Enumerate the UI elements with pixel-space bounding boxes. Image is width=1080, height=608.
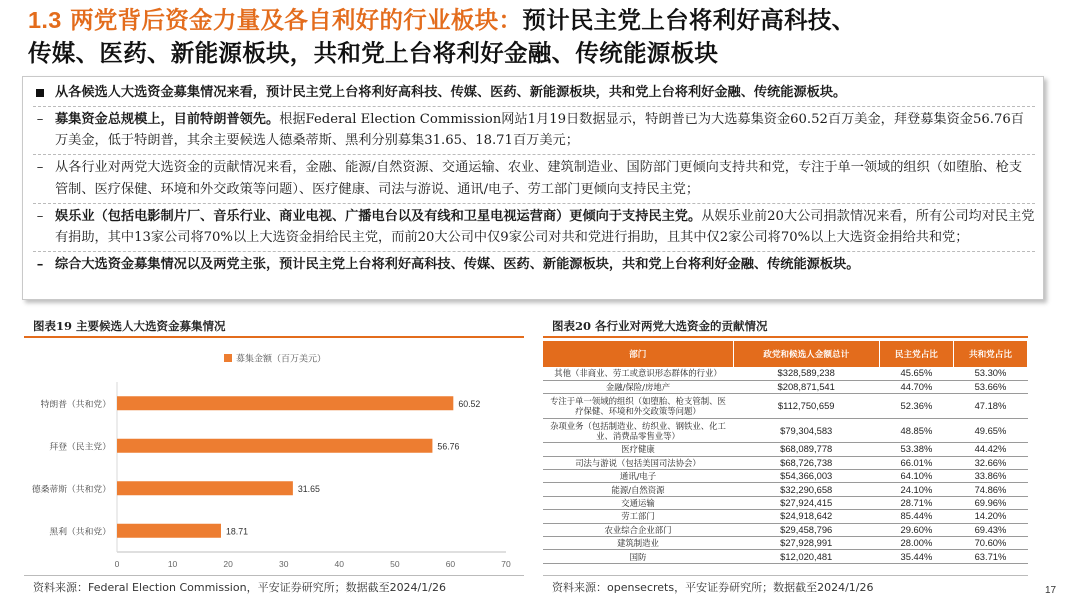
table-header-row xyxy=(543,341,1028,367)
title-accent: 两党背后资金力量及各自利好的行业板块： xyxy=(70,6,523,34)
cell-rep-share: 74.86% xyxy=(953,483,1027,496)
bar xyxy=(117,481,293,495)
cell-sector: 医疗健康 xyxy=(543,443,733,456)
cell-sector: 交通运输 xyxy=(543,496,733,509)
summary-bullet-2 xyxy=(33,157,1035,200)
cell-sector: 劳工部门 xyxy=(543,510,733,523)
cell-rep-share: 14.20% xyxy=(953,510,1027,523)
cell-total: $208,871,541 xyxy=(733,380,879,393)
table-row xyxy=(543,470,1028,483)
page-title xyxy=(28,4,1058,70)
table-row xyxy=(543,456,1028,469)
cell-dem-share: 48.85% xyxy=(879,418,953,443)
table20-source-divider xyxy=(543,575,1028,576)
cell-total: $68,089,778 xyxy=(733,443,879,456)
table-row xyxy=(543,380,1028,393)
table-body xyxy=(543,367,1028,563)
table-row xyxy=(543,510,1028,523)
dash-bullet-icon: – xyxy=(36,256,44,272)
data-label: 31.65 xyxy=(297,483,320,494)
page-number: 17 xyxy=(1045,585,1057,596)
x-tick-label: 70 xyxy=(501,559,511,569)
summary-bullet-0-text: 从各候选人大选资金募集情况来看，预计民主党上台将利好高科技、传媒、医药、新能源板块，共和党上台将利好金融、传统能源板块。 xyxy=(55,85,847,100)
summary-bullet-2-text: 从各行业对两党大选资金的贡献情况来看，金融、能源/自然资源、交通运输、农业、建筑制造业、国防部门更倾向支持共和党，专注于单一领域的组织（如堕胎、枪支管制、医疗保健、环境和外交政策等问题）、医疗健康、司法与游说、通讯/电子、劳工部门更倾向支持民主党； xyxy=(55,160,1023,197)
cell-rep-share: 63.71% xyxy=(953,550,1027,563)
cell-dem-share: 28.71% xyxy=(879,496,953,509)
cell-sector: 司法与游说（包括美国司法协会） xyxy=(543,456,733,469)
table-row xyxy=(543,496,1028,509)
summary-bullet-3 xyxy=(33,206,1035,249)
summary-bullet-4 xyxy=(33,254,1035,276)
summary-bullet-1-bold: 募集资金总规模上，目前特朗普领先。 xyxy=(55,111,280,127)
summary-bullet-3-bold: 娱乐业（包括电影制片厂、音乐行业、商业电视、广播电台以及有线和卫星电视运营商）更倾向于支持民主党。 xyxy=(55,208,702,224)
funding-bar-chart xyxy=(24,342,524,574)
title-line-2: 传媒、医药、新能源板块，共和党上台将利好金融、传统能源板块 xyxy=(28,39,719,67)
cell-rep-share: 70.60% xyxy=(953,537,1027,550)
chart19-source: 资料来源：Federal Election Commission，平安证券研究所；数据截至2024/1/26 xyxy=(33,581,446,594)
cell-rep-share: 49.65% xyxy=(953,418,1027,443)
cell-dem-share: 28.00% xyxy=(879,537,953,550)
title-rest: 预计民主党上台将利好高科技、 xyxy=(522,6,856,34)
data-label: 56.76 xyxy=(437,441,460,452)
cell-total: $112,750,659 xyxy=(733,394,879,419)
cell-dem-share: 52.36% xyxy=(879,394,953,419)
cell-rep-share: 44.42% xyxy=(953,443,1027,456)
table-row xyxy=(543,418,1028,443)
cell-total: $12,020,481 xyxy=(733,550,879,563)
section-number: 1.3 xyxy=(28,7,62,33)
table-row xyxy=(543,523,1028,536)
divider xyxy=(33,203,1035,204)
cell-rep-share: 33.86% xyxy=(953,470,1027,483)
table-row xyxy=(543,443,1028,456)
header-sector: 部门 xyxy=(543,341,733,367)
cell-sector: 能源/自然资源 xyxy=(543,483,733,496)
cell-total: $24,918,642 xyxy=(733,510,879,523)
cell-dem-share: 45.65% xyxy=(879,367,953,380)
bar xyxy=(117,396,453,410)
chart19-source-divider xyxy=(24,575,524,576)
cell-sector: 建筑制造业 xyxy=(543,537,733,550)
summary-bullet-1 xyxy=(33,109,1035,152)
cell-dem-share: 64.10% xyxy=(879,470,953,483)
x-tick-label: 50 xyxy=(390,559,400,569)
header-total: 政党和候选人金额总计 xyxy=(733,341,879,367)
divider xyxy=(33,106,1035,107)
legend-swatch xyxy=(224,354,232,362)
summary-box xyxy=(22,76,1044,300)
cell-total: $68,726,738 xyxy=(733,456,879,469)
cell-rep-share: 69.96% xyxy=(953,496,1027,509)
cell-dem-share: 24.10% xyxy=(879,483,953,496)
cell-dem-share: 85.44% xyxy=(879,510,953,523)
dash-bullet-icon: – xyxy=(36,208,44,224)
table-row xyxy=(543,550,1028,563)
divider xyxy=(33,251,1035,252)
cell-sector: 杂项业务（包括制造业、纺织业、钢铁业、化工业、消费品零售业等） xyxy=(543,418,733,443)
category-label: 黑利（共和党） xyxy=(49,527,111,538)
cell-total: $54,366,003 xyxy=(733,470,879,483)
cell-sector: 农业综合企业部门 xyxy=(543,523,733,536)
category-label: 拜登（民主党） xyxy=(49,442,111,453)
cell-dem-share: 66.01% xyxy=(879,456,953,469)
table-row xyxy=(543,367,1028,380)
cell-sector: 金融/保险/房地产 xyxy=(543,380,733,393)
category-label: 特朗普（共和党） xyxy=(40,399,111,410)
bar xyxy=(117,524,221,538)
data-label: 60.52 xyxy=(458,398,481,409)
cell-dem-share: 35.44% xyxy=(879,550,953,563)
table-row xyxy=(543,537,1028,550)
category-label: 德桑蒂斯（共和党） xyxy=(31,484,111,495)
cell-dem-share: 44.70% xyxy=(879,380,953,393)
square-bullet-icon xyxy=(33,82,47,105)
x-tick-label: 20 xyxy=(223,559,233,569)
table-row xyxy=(543,483,1028,496)
cell-sector: 专注于单一领域的组织（如堕胎、枪支管制、医疗保健、环境和外交政策等问题） xyxy=(543,394,733,419)
cell-rep-share: 32.66% xyxy=(953,456,1027,469)
dash-bullet-icon: – xyxy=(36,160,44,176)
cell-dem-share: 53.38% xyxy=(879,443,953,456)
x-tick-label: 0 xyxy=(114,559,120,569)
industry-contribution-table xyxy=(543,341,1028,564)
legend-label: 募集金额（百万美元） xyxy=(236,354,327,365)
cell-rep-share: 53.30% xyxy=(953,367,1027,380)
cell-total: $79,304,583 xyxy=(733,418,879,443)
cell-sector: 其他（非商业、劳工或意识形态群体的行业） xyxy=(543,367,733,380)
cell-sector: 国防 xyxy=(543,550,733,563)
cell-total: $27,928,991 xyxy=(733,537,879,550)
x-tick-label: 40 xyxy=(334,559,345,569)
summary-bullet-1-text: 根据Federal Election Commission网站1月19日数据显示，特朗普已为大选募集资金60.52百万美金，拜登募集资金56.76百万美金，低于特朗普，其余主要候选人德桑蒂斯、黑利分别募集31.65、18.71百万美元； xyxy=(55,111,1024,149)
header-rep-share: 共和党占比 xyxy=(953,341,1027,367)
table20-underline xyxy=(543,336,1028,338)
table20-label: 图表20 各行业对两党大选资金的贡献情况 xyxy=(552,319,768,333)
summary-bullet-4-text: 综合大选资金募集情况以及两党主张，预计民主党上台将利好高科技、传媒、医药、新能源板块，共和党上台将利好金融、传统能源板块。 xyxy=(55,256,860,272)
cell-total: $328,589,238 xyxy=(733,367,879,380)
cell-total: $32,290,658 xyxy=(733,483,879,496)
cell-total: $29,458,796 xyxy=(733,523,879,536)
cell-rep-share: 69.43% xyxy=(953,523,1027,536)
divider xyxy=(33,154,1035,155)
summary-bullet-3-text: 从娱乐业前20大公司捐款情况来看，所有公司均对民主党有捐助，其中13家公司将70%以上大选资金捐给民主党，而前20大公司中仅9家公司对共和党进行捐助，且其中仅2家公司将70%以上大选资金捐给共和党； xyxy=(55,208,1035,246)
cell-rep-share: 53.66% xyxy=(953,380,1027,393)
cell-dem-share: 29.60% xyxy=(879,523,953,536)
dash-bullet-icon: – xyxy=(36,111,44,127)
x-tick-label: 60 xyxy=(445,559,456,569)
data-label: 18.71 xyxy=(225,526,248,537)
table-row xyxy=(543,394,1028,419)
cell-total: $27,924,415 xyxy=(733,496,879,509)
x-tick-label: 10 xyxy=(167,559,178,569)
header-dem-share: 民主党占比 xyxy=(879,341,953,367)
summary-bullet-0 xyxy=(33,82,1035,104)
cell-sector: 通讯/电子 xyxy=(543,470,733,483)
table20-source: 资料来源：opensecrets，平安证券研究所；数据截至2024/1/26 xyxy=(552,581,874,594)
chart19-label: 图表19 主要候选人大选资金募集情况 xyxy=(33,319,226,333)
x-tick-label: 30 xyxy=(278,559,289,569)
bar xyxy=(117,439,432,453)
chart19-underline xyxy=(24,336,524,338)
cell-rep-share: 47.18% xyxy=(953,394,1027,419)
